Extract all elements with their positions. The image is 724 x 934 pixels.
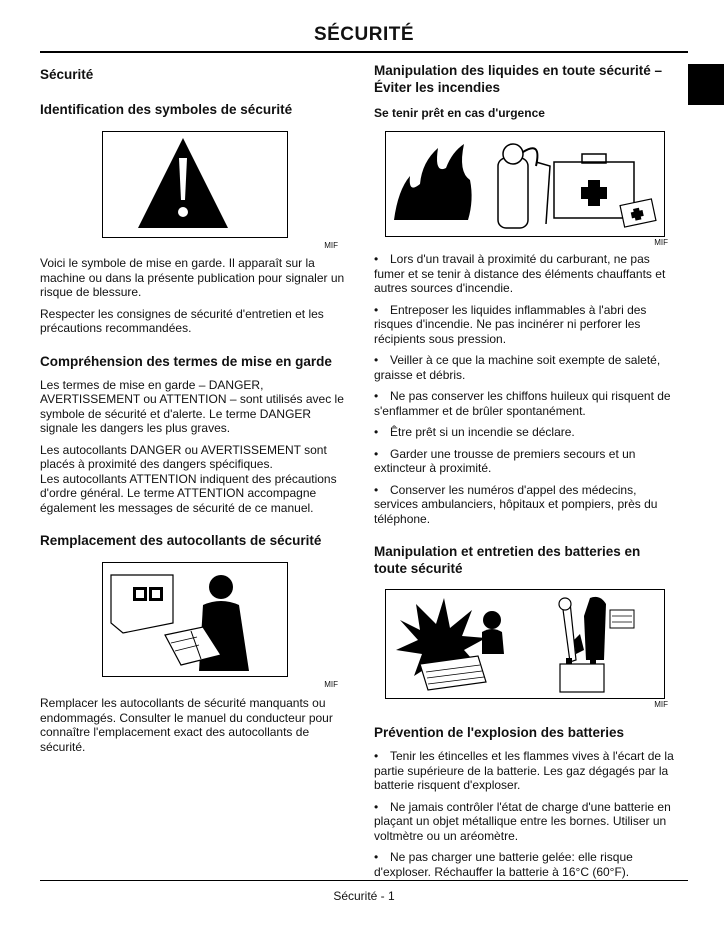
section-tab [688,64,724,105]
section-title: Sécurité [40,67,94,82]
fire-extinguisher-icon [498,158,528,228]
battery-safety-figure [385,589,665,699]
identification-heading: Identification des symboles de sécurité [40,102,293,117]
list-item: • Ne pas charger une batterie gelée: elle risque d'exploser. Réchauffer la batterie à 16°C (60°F). [374,850,633,879]
screwdriver-icon [562,602,576,662]
explosion-heading: Prévention de l'explosion des batteries [374,725,625,740]
remplacement-paragraph: Remplacer les autocollants de sécurité manquants ou endommagés. Consulter le manuel du conducteur pour connaître l'emplacement exact des autocollants de sécurité. [40,696,333,754]
liquides-heading-line2: Éviter les incendies [374,80,501,95]
list-item: • Veiller à ce que la machine soit exempte de saleté, graisse et débris. [374,353,661,382]
identification-paragraph-1: Voici le symbole de mise en garde. Il apparaît sur la machine ou dans la présente publication pour signaler un risque de blessure. [40,256,345,299]
comprehension-paragraph-2: Les autocollants DANGER ou AVERTISSEMENT sont placés à proximité des dangers spécifiques. [40,442,327,471]
comprehension-heading: Compréhension des termes de mise en garde [40,353,332,369]
liquides-bullets [374,252,676,526]
comprehension-paragraph-1: Les termes de mise en garde – DANGER, AVERTISSEMENT ou ATTENTION – sont utilisés avec le symbole de sécurité et d'alerte. Le terme DANGER signale les dangers les plus graves. [40,377,344,435]
list-item: • Être prêt si un incendie se déclare. [374,425,575,439]
decal-reading-figure [102,562,288,677]
explosion-bullets [374,749,676,879]
comprehension-paragraph-3: Les autocollants ATTENTION indiquent des précautions d'ordre général. Le terme ATTENTION accompagne également les messages de sécurité de ce manuel. [40,471,337,515]
list-item: • Ne jamais contrôler l'état de charge d'une batterie en plaçant un objet métallique entre les bornes. Utiliser un voltmètre ou un aréomètre. [374,799,671,843]
list-item: • Entreposer les liquides inflammables à l'abri des risques d'incendie. Ne pas incinérer ni perforer les récipients sous pression. [374,302,647,346]
batteries-heading-line2: toute sécurité [374,561,463,576]
page-footer: Sécurité - 1 [333,889,395,903]
page-title: SÉCURITÉ [313,24,415,45]
warning-symbol-figure [102,131,288,238]
left-column [40,62,350,754]
person-head [209,575,233,599]
liquides-subheading: Se tenir prêt en cas d'urgence [374,106,545,120]
batteries-heading-line1: Manipulation et entretien des batteries en [374,544,641,559]
list-item: • Lors d'un travail à proximité du carburant, ne pas fumer et se tenir à distance des éléments chauffants et autres sources d'incendie. [374,252,666,295]
remplacement-heading: Remplacement des autocollants de sécurité [40,533,322,548]
list-item: • Conserver les numéros d'appel des médecins, services ambulanciers, hôpitaux et pompiers, près du téléphone. [374,482,658,526]
footer-rule [40,880,688,881]
figure-label: MIF [654,700,668,709]
list-item: • Ne pas conserver les chiffons huileux qui risquent de s'enflammer et de brûler spontanément. [374,389,671,418]
liquides-heading-line1: Manipulation des liquides en toute sécurité – [374,63,663,78]
list-item: • Tenir les étincelles et les flammes vives à l'écart de la partie supérieure de la batterie. Les gaz dégagés par la batterie risquent d'exploser. [374,749,674,792]
list-item: • Garder une trousse de premiers secours et un extincteur à proximité. [374,446,636,475]
header-rule [40,51,688,53]
figure-label: MIF [654,238,668,247]
figure-label: MIF [324,241,338,250]
right-column [374,62,676,879]
fire-safety-figure [385,131,665,237]
identification-paragraph-2: Respecter les consignes de sécurité d'entretien et les précautions recommandées. [40,306,324,335]
figure-label: MIF [324,680,338,689]
